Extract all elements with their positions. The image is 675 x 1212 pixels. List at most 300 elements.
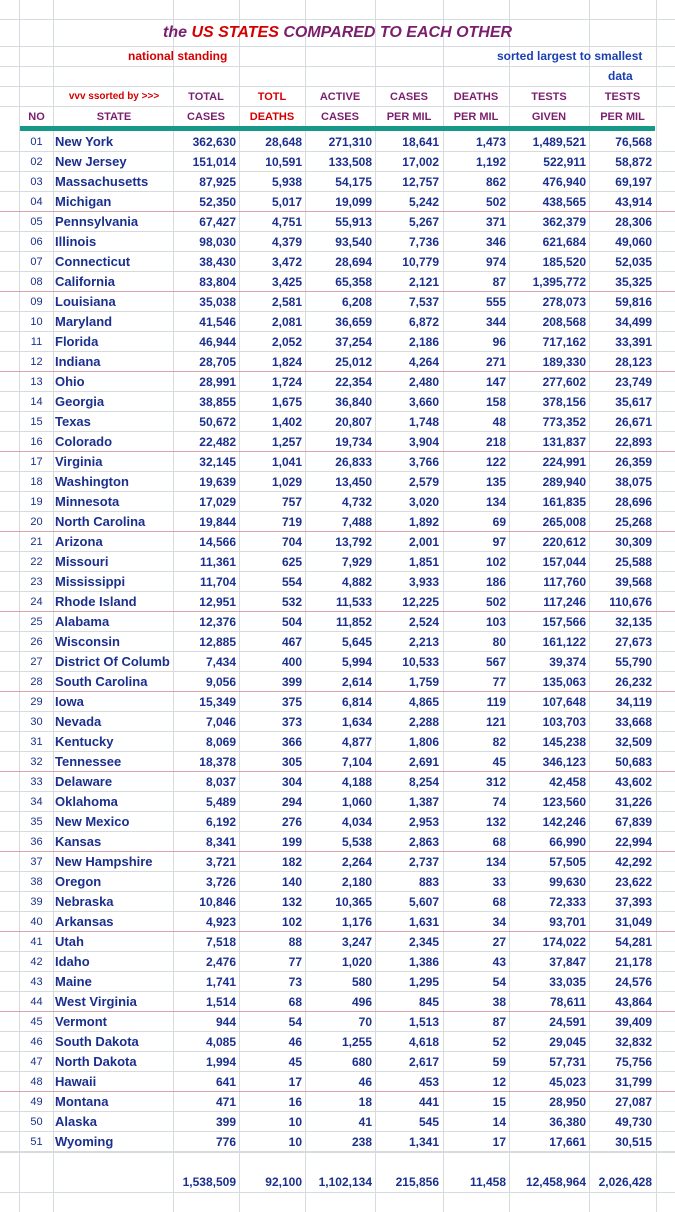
cases-per-mil: 1,513 — [408, 1015, 439, 1029]
active-cases: 55,913 — [335, 215, 372, 229]
deaths-per-mil: 567 — [485, 655, 506, 669]
deaths-per-mil: 52 — [492, 1035, 506, 1049]
table-row — [0, 972, 675, 992]
tests-per-mil: 30,515 — [615, 1135, 652, 1149]
total-cases: 17,029 — [199, 495, 236, 509]
header-tests-bot: GIVEN — [531, 111, 567, 123]
cases-per-mil: 1,387 — [408, 795, 439, 809]
active-cases: 13,792 — [335, 535, 372, 549]
tests-given: 72,333 — [549, 895, 586, 909]
table-row — [0, 892, 675, 912]
total-cases: 22,482 — [199, 435, 236, 449]
row-number: 47 — [30, 1056, 43, 1068]
total-deaths: 10 — [288, 1115, 302, 1129]
table-row — [0, 612, 675, 632]
active-cases: 4,732 — [341, 495, 372, 509]
total-tests-per-mil: 2,026,428 — [598, 1175, 652, 1189]
table-row — [0, 1132, 675, 1152]
deaths-per-mil: 862 — [485, 175, 506, 189]
deaths-per-mil: 17 — [492, 1135, 506, 1149]
tests-per-mil: 50,683 — [615, 755, 652, 769]
total-deaths: 467 — [281, 635, 302, 649]
deaths-per-mil: 80 — [492, 635, 506, 649]
cases-per-mil: 10,533 — [402, 655, 439, 669]
tests-given: 33,035 — [549, 975, 586, 989]
cases-per-mil: 441 — [418, 1095, 439, 1109]
total-cases: 12,951 — [199, 595, 236, 609]
total-cases: 12,885 — [199, 635, 236, 649]
total-cases: 776 — [215, 1135, 236, 1149]
deaths-per-mil: 74 — [492, 795, 506, 809]
tests-per-mil: 27,673 — [615, 635, 652, 649]
cases-per-mil: 2,121 — [408, 275, 439, 289]
cases-per-mil: 2,480 — [408, 375, 439, 389]
tests-given: 220,612 — [542, 535, 586, 549]
deaths-per-mil: 102 — [485, 555, 506, 569]
total-deaths: 1,675 — [271, 395, 302, 409]
total-deaths: 2,052 — [271, 335, 302, 349]
state-name: Kansas — [55, 834, 102, 849]
tests-given: 157,566 — [542, 615, 586, 629]
table-row — [0, 312, 675, 332]
active-cases: 2,264 — [341, 855, 372, 869]
header-active-bot: CASES — [321, 111, 359, 123]
tests-given: 39,374 — [549, 655, 586, 669]
total-deaths: 1,029 — [271, 475, 302, 489]
row-number: 10 — [30, 316, 43, 328]
state-name: Arkansas — [55, 914, 114, 929]
state-name: Washington — [55, 474, 129, 489]
deaths-per-mil: 54 — [492, 975, 506, 989]
total-deaths: 276 — [281, 815, 302, 829]
tests-given: 24,591 — [549, 1015, 586, 1029]
total-cases: 1,514 — [205, 995, 236, 1009]
state-name: Maine — [55, 974, 92, 989]
row-number: 48 — [30, 1076, 43, 1088]
cases-per-mil: 545 — [418, 1115, 439, 1129]
state-name: West Virginia — [55, 994, 137, 1009]
header-tpm-top: TESTS — [604, 91, 641, 103]
deaths-per-mil: 68 — [492, 895, 506, 909]
total-cases: 10,846 — [199, 895, 236, 909]
tests-per-mil: 67,839 — [615, 815, 652, 829]
cases-per-mil: 2,737 — [408, 855, 439, 869]
total-cases: 28,705 — [199, 355, 236, 369]
total-deaths: 4,379 — [271, 235, 302, 249]
tests-per-mil: 31,799 — [615, 1075, 652, 1089]
tests-per-mil: 58,872 — [615, 155, 652, 169]
page-title — [163, 24, 512, 42]
tests-per-mil: 32,135 — [615, 615, 652, 629]
tests-per-mil: 49,060 — [615, 235, 652, 249]
header-active-top: ACTIVE — [319, 91, 361, 103]
table-row — [0, 232, 675, 252]
cases-per-mil: 1,386 — [408, 955, 439, 969]
total-deaths: 373 — [281, 715, 302, 729]
cases-per-mil: 4,618 — [408, 1035, 439, 1049]
table-row — [0, 272, 675, 292]
active-cases: 5,994 — [341, 655, 372, 669]
row-number: 30 — [30, 716, 43, 728]
total-cases: 4,923 — [205, 915, 236, 929]
total-cases: 32,145 — [199, 455, 236, 469]
state-name: Nevada — [55, 714, 102, 729]
table-row — [0, 132, 675, 152]
total-deaths: 16 — [288, 1095, 302, 1109]
deaths-per-mil: 121 — [485, 715, 506, 729]
total-deaths: 625 — [281, 555, 302, 569]
table-row — [0, 912, 675, 932]
cases-per-mil: 1,759 — [408, 675, 439, 689]
total-deaths: 5,017 — [271, 195, 302, 209]
tests-per-mil: 110,676 — [609, 595, 652, 609]
total-cases: 38,430 — [199, 255, 236, 269]
deaths-per-mil: 1,192 — [475, 155, 506, 169]
table-row — [0, 172, 675, 192]
tests-given: 135,063 — [542, 675, 586, 689]
tests-given: 278,073 — [542, 295, 586, 309]
total-cases: 83,804 — [199, 275, 236, 289]
total-cases: 87,925 — [199, 175, 236, 189]
deaths-per-mil: 122 — [485, 455, 506, 469]
total-cases: 1,994 — [205, 1055, 236, 1069]
tests-per-mil: 25,588 — [615, 555, 652, 569]
cases-per-mil: 4,865 — [408, 695, 439, 709]
row-number: 21 — [30, 536, 43, 548]
tests-per-mil: 22,994 — [615, 835, 652, 849]
deaths-per-mil: 344 — [485, 315, 506, 329]
active-cases: 7,488 — [341, 515, 372, 529]
row-number: 22 — [30, 556, 43, 568]
tests-given: 123,560 — [542, 795, 586, 809]
state-name: Hawaii — [55, 1074, 97, 1089]
deaths-per-mil: 502 — [485, 195, 506, 209]
state-name: Maryland — [55, 314, 113, 329]
state-name: Arizona — [55, 534, 103, 549]
tests-given: 185,520 — [542, 255, 586, 269]
cases-per-mil: 1,806 — [408, 735, 439, 749]
cases-per-mil: 5,267 — [408, 215, 439, 229]
active-cases: 70 — [358, 1015, 372, 1029]
active-cases: 37,254 — [335, 335, 372, 349]
state-name: New Jersey — [55, 154, 127, 169]
active-cases: 1,634 — [341, 715, 372, 729]
table-row — [0, 772, 675, 792]
row-number: 01 — [30, 136, 43, 148]
table-row — [0, 992, 675, 1012]
tests-per-mil: 31,226 — [615, 795, 652, 809]
tests-given: 117,246 — [543, 595, 586, 609]
total-deaths: 2,081 — [271, 315, 302, 329]
tests-given: 99,630 — [549, 875, 586, 889]
state-name: Oklahoma — [55, 794, 118, 809]
total-deaths: 375 — [281, 695, 302, 709]
state-name: South Dakota — [55, 1034, 139, 1049]
cases-per-mil: 845 — [418, 995, 439, 1009]
active-cases: 4,877 — [341, 735, 372, 749]
state-name: Colorado — [55, 434, 113, 449]
cases-per-mil: 2,863 — [408, 835, 439, 849]
cases-per-mil: 12,225 — [402, 595, 439, 609]
cases-per-mil: 3,660 — [408, 395, 439, 409]
deaths-per-mil: 132 — [485, 815, 506, 829]
deaths-per-mil: 45 — [492, 755, 506, 769]
header-total-top: TOTAL — [188, 91, 224, 103]
state-name: Ohio — [55, 374, 85, 389]
total-cases: 50,672 — [199, 415, 236, 429]
row-number: 33 — [30, 776, 43, 788]
row-number: 37 — [30, 856, 43, 868]
total-cases: 399 — [215, 1115, 236, 1129]
row-number: 35 — [30, 816, 43, 828]
total-deaths: 10,591 — [265, 155, 302, 169]
total-deaths: 4,751 — [271, 215, 302, 229]
total-cases-per-mil: 215,856 — [395, 1175, 439, 1189]
row-number: 27 — [30, 656, 43, 668]
deaths-per-mil: 1,473 — [475, 135, 506, 149]
deaths-per-mil: 34 — [492, 915, 506, 929]
row-number: 46 — [30, 1036, 43, 1048]
header-no: NO — [28, 111, 45, 123]
total-deaths: 305 — [281, 755, 302, 769]
tests-given: 289,940 — [542, 475, 586, 489]
tests-given: 66,990 — [549, 835, 586, 849]
tests-given: 522,911 — [543, 155, 586, 169]
row-number: 18 — [30, 476, 43, 488]
state-name: Kentucky — [55, 734, 114, 749]
state-name: Pennsylvania — [55, 214, 139, 229]
state-name: Texas — [55, 414, 91, 429]
tests-given: 189,330 — [542, 355, 586, 369]
cases-per-mil: 5,607 — [408, 895, 439, 909]
state-name: Minnesota — [55, 494, 120, 509]
tests-per-mil: 33,668 — [615, 715, 652, 729]
table-row — [0, 952, 675, 972]
state-name: South Carolina — [55, 674, 148, 689]
active-cases: 22,354 — [335, 375, 372, 389]
active-cases: 36,659 — [335, 315, 372, 329]
deaths-per-mil: 77 — [492, 675, 506, 689]
row-number: 12 — [30, 356, 43, 368]
total-cases: 7,434 — [205, 655, 236, 669]
total-deaths: 3,425 — [271, 275, 302, 289]
total-deaths: 182 — [281, 855, 302, 869]
total-deaths: 3,472 — [271, 255, 302, 269]
cases-per-mil: 6,872 — [408, 315, 439, 329]
total-cases: 19,844 — [199, 515, 236, 529]
row-number: 38 — [30, 876, 43, 888]
active-cases: 18 — [358, 1095, 372, 1109]
total-deaths: 1,402 — [271, 415, 302, 429]
total-deaths: 28,648 — [265, 135, 302, 149]
tests-given: 362,379 — [542, 215, 586, 229]
total-deaths: 719 — [281, 515, 302, 529]
cases-per-mil: 2,213 — [408, 635, 439, 649]
state-name: Alabama — [55, 614, 110, 629]
header-cpm-bot: PER MIL — [386, 111, 432, 123]
total-deaths: 140 — [281, 875, 302, 889]
cases-per-mil: 453 — [418, 1075, 439, 1089]
total-deaths: 554 — [281, 575, 302, 589]
active-cases: 36,840 — [335, 395, 372, 409]
row-number: 49 — [30, 1096, 43, 1108]
cases-per-mil: 12,757 — [402, 175, 439, 189]
row-number: 41 — [30, 936, 43, 948]
sorted-by-note: vvv ssorted by >>> — [68, 91, 160, 102]
tests-given: 476,940 — [542, 175, 586, 189]
cases-per-mil: 1,341 — [408, 1135, 439, 1149]
table-row — [0, 392, 675, 412]
tests-given: 438,565 — [542, 195, 586, 209]
state-name: Utah — [55, 934, 84, 949]
tests-given: 103,703 — [542, 715, 586, 729]
total-cases: 15,349 — [199, 695, 236, 709]
deaths-per-mil: 43 — [492, 955, 506, 969]
table-row — [0, 352, 675, 372]
state-name: New Hampshire — [55, 854, 153, 869]
active-cases: 680 — [351, 1055, 372, 1069]
row-number: 05 — [30, 216, 43, 228]
total-cases: 2,476 — [205, 955, 236, 969]
tests-per-mil: 43,914 — [615, 195, 652, 209]
total-deaths: 757 — [281, 495, 302, 509]
row-number: 29 — [30, 696, 43, 708]
table-row — [0, 692, 675, 712]
tests-given: 117,760 — [543, 575, 586, 589]
row-divider — [0, 66, 675, 67]
table-row — [0, 512, 675, 532]
total-cases: 3,726 — [205, 875, 236, 889]
tests-given: 131,837 — [542, 435, 586, 449]
cases-per-mil: 1,631 — [408, 915, 439, 929]
table-row — [0, 852, 675, 872]
total-deaths: 77 — [288, 955, 302, 969]
table-row — [0, 292, 675, 312]
tests-given: 346,123 — [542, 755, 586, 769]
state-name: District Of Columb — [55, 654, 170, 669]
cases-per-mil: 1,295 — [408, 975, 439, 989]
active-cases: 93,540 — [335, 235, 372, 249]
state-name: Wyoming — [55, 1134, 114, 1149]
total-cases: 11,361 — [199, 555, 236, 569]
row-divider — [0, 19, 675, 20]
tests-given: 45,023 — [549, 1075, 586, 1089]
title-rest: COMPARED TO EACH OTHER — [283, 24, 513, 41]
total-deaths: 102 — [281, 915, 302, 929]
active-cases: 7,929 — [341, 555, 372, 569]
tests-given: 28,950 — [549, 1095, 586, 1109]
active-cases: 11,533 — [335, 595, 372, 609]
total-cases: 7,046 — [205, 715, 236, 729]
table-row — [0, 252, 675, 272]
active-cases: 10,365 — [335, 895, 372, 909]
total-cases: 98,030 — [199, 235, 236, 249]
header-total-bot: CASES — [187, 111, 225, 123]
deaths-per-mil: 97 — [492, 535, 506, 549]
table-row — [0, 552, 675, 572]
total-cases: 11,704 — [199, 575, 236, 589]
cases-per-mil: 1,892 — [408, 515, 439, 529]
cases-per-mil: 7,537 — [408, 295, 439, 309]
deaths-per-mil: 38 — [492, 995, 506, 1009]
cases-per-mil: 3,933 — [408, 575, 439, 589]
total-cases: 9,056 — [205, 675, 236, 689]
active-cases: 133,508 — [328, 155, 372, 169]
tests-given: 57,731 — [549, 1055, 586, 1069]
cases-per-mil: 3,904 — [408, 435, 439, 449]
active-cases: 4,034 — [341, 815, 372, 829]
tests-given: 42,458 — [549, 775, 586, 789]
active-cases: 2,180 — [341, 875, 372, 889]
row-divider — [0, 46, 675, 47]
total-deaths: 1,257 — [271, 435, 302, 449]
total-deaths: 532 — [281, 595, 302, 609]
active-cases: 1,255 — [341, 1035, 372, 1049]
deaths-per-mil: 555 — [485, 295, 506, 309]
deaths-per-mil: 103 — [485, 615, 506, 629]
header-dpm-bot: PER MIL — [453, 111, 499, 123]
total-deaths: 704 — [281, 535, 302, 549]
row-number: 09 — [30, 296, 43, 308]
state-name: Michigan — [55, 194, 112, 209]
row-number: 02 — [30, 156, 43, 168]
row-number: 31 — [30, 736, 43, 748]
header-deaths-bot: DEATHS — [249, 111, 295, 123]
row-divider — [0, 86, 675, 87]
tests-per-mil: 49,730 — [615, 1115, 652, 1129]
total-deaths: 45 — [288, 1055, 302, 1069]
tests-given: 107,648 — [542, 695, 586, 709]
total-deaths: 504 — [281, 615, 302, 629]
total-deaths: 68 — [288, 995, 302, 1009]
tests-per-mil: 26,671 — [615, 415, 652, 429]
deaths-per-mil: 12 — [492, 1075, 506, 1089]
tests-per-mil: 21,178 — [615, 955, 652, 969]
deaths-per-mil: 87 — [492, 1015, 506, 1029]
row-number: 06 — [30, 236, 43, 248]
total-deaths: 73 — [288, 975, 302, 989]
total-cases: 944 — [215, 1015, 236, 1029]
deaths-per-mil: 346 — [485, 235, 506, 249]
state-name: Oregon — [55, 874, 102, 889]
cases-per-mil: 1,851 — [408, 555, 439, 569]
tests-per-mil: 43,864 — [615, 995, 652, 1009]
tests-per-mil: 22,893 — [615, 435, 652, 449]
state-name: Mississippi — [55, 574, 126, 589]
table-row — [0, 472, 675, 492]
deaths-per-mil: 69 — [492, 515, 506, 529]
active-cases: 54,175 — [335, 175, 372, 189]
deaths-per-mil: 87 — [492, 275, 506, 289]
cases-per-mil: 2,953 — [408, 815, 439, 829]
row-number: 15 — [30, 416, 43, 428]
row-number: 16 — [30, 436, 43, 448]
row-number: 11 — [30, 336, 43, 348]
deaths-per-mil: 27 — [492, 935, 506, 949]
state-name: Tennessee — [55, 754, 122, 769]
cases-per-mil: 17,002 — [402, 155, 439, 169]
deaths-per-mil: 271 — [485, 355, 506, 369]
row-number: 07 — [30, 256, 43, 268]
tests-given: 378,156 — [542, 395, 586, 409]
row-number: 34 — [30, 796, 43, 808]
total-deaths: 46 — [288, 1035, 302, 1049]
totals-row — [0, 1172, 675, 1192]
tests-per-mil: 23,622 — [615, 875, 652, 889]
state-name: Georgia — [55, 394, 105, 409]
header-deaths-top: TOTL — [257, 91, 287, 103]
table-row — [0, 1092, 675, 1112]
